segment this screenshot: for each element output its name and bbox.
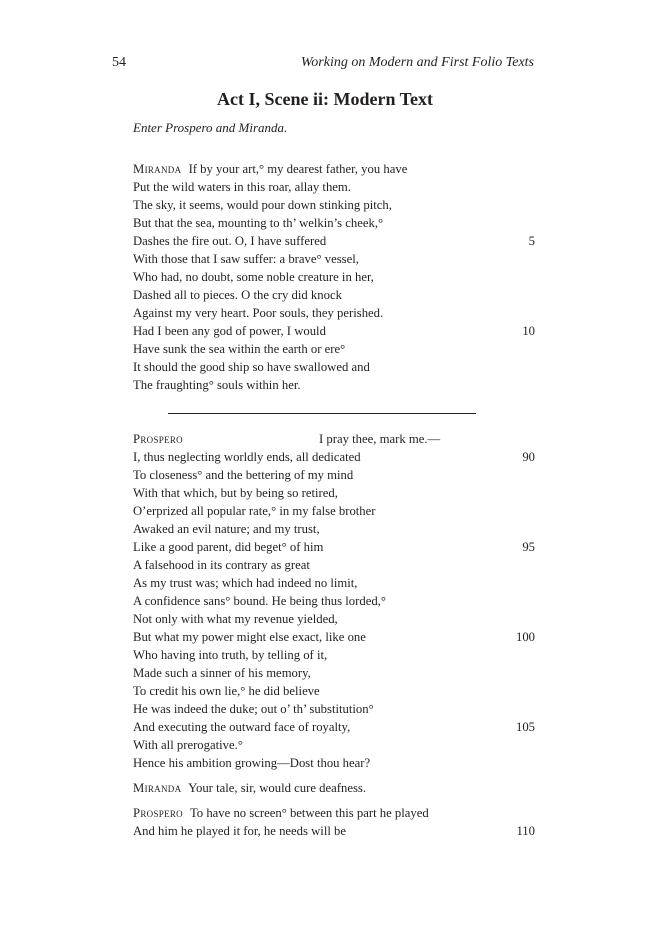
verse-line <box>133 484 535 502</box>
speaker-name: Miranda <box>133 781 182 795</box>
verse-line <box>133 804 535 822</box>
verse-text: The sky, it seems, would pour down stinking pitch, <box>133 198 392 212</box>
verse-line <box>133 448 535 466</box>
speaker-name: Prospero <box>133 806 183 820</box>
line-number: 105 <box>515 720 535 734</box>
verse-line <box>133 322 535 340</box>
verse-line <box>133 754 535 772</box>
verse-lines <box>133 448 535 772</box>
verse-text: Against my very heart. Poor souls, they perished. <box>133 306 384 320</box>
verse-text: It should the good ship so have swallowed and <box>133 360 370 374</box>
verse-text: With those that I saw suffer: a brave° vessel, <box>133 252 359 266</box>
verse-text: Dashes the fire out. O, I have suffered <box>133 234 327 248</box>
verse-line <box>133 340 535 358</box>
line-number: 10 <box>522 324 535 338</box>
speaker-name: Miranda <box>133 162 182 176</box>
running-head <box>112 55 534 75</box>
verse-line <box>133 178 535 196</box>
scene-title: Act I, Scene ii: Modern Text <box>217 89 433 109</box>
verse-line <box>133 232 535 250</box>
verse-text: I, thus neglecting worldly ends, all dedicated <box>133 450 361 464</box>
verse-text: The fraughting° souls within her. <box>133 378 301 392</box>
verse-line <box>133 304 535 322</box>
verse-text: Made such a sinner of his memory, <box>133 666 311 680</box>
speech-gap <box>133 772 535 779</box>
verse-text: But what my power might else exact, like one <box>133 630 366 644</box>
verse-text: If by your art,° my dearest father, you have <box>188 162 408 176</box>
verse-text: To credit his own lie,° he did believe <box>133 684 320 698</box>
verse-line <box>133 700 535 718</box>
section-divider <box>168 413 476 414</box>
line-number: 95 <box>522 540 535 554</box>
verse-text: To have no screen° between this part he played <box>189 806 429 820</box>
running-title: Working on Modern and First Folio Texts <box>300 55 534 70</box>
verse-line <box>133 376 535 394</box>
verse-line <box>133 574 535 592</box>
verse-text: A confidence sans° bound. He being thus lorded,° <box>133 594 386 608</box>
verse-line <box>133 502 535 520</box>
verse-text: Have sunk the sea within the earth or ere° <box>133 342 346 356</box>
verse-text: Awaked an evil nature; and my trust, <box>133 522 320 536</box>
verse-line <box>133 682 535 700</box>
verse-line <box>133 646 535 664</box>
passage-prospero <box>133 430 535 840</box>
verse-text: Not only with what my revenue yielded, <box>133 612 338 626</box>
verse-line <box>133 430 535 448</box>
verse-line <box>133 286 535 304</box>
verse-text: To closeness° and the bettering of my mind <box>133 468 354 482</box>
speech-gap <box>133 797 535 804</box>
verse-text: Like a good parent, did beget° of him <box>133 540 324 554</box>
verse-text: With all prerogative.° <box>133 738 243 752</box>
verse-line <box>133 268 535 286</box>
verse-line <box>133 250 535 268</box>
verse-line <box>133 556 535 574</box>
verse-line <box>133 664 535 682</box>
verse-text: Who having into truth, by telling of it, <box>133 648 328 662</box>
verse-line <box>133 160 535 178</box>
verse-line <box>133 538 535 556</box>
verse-text: With that which, but by being so retired, <box>133 486 338 500</box>
stage-direction: Enter Prospero and Miranda. <box>133 120 288 135</box>
verse-line <box>133 466 535 484</box>
verse-text: And him he played it for, he needs will be <box>133 824 347 838</box>
verse-text: Put the wild waters in this roar, allay them. <box>133 180 351 194</box>
verse-line <box>133 196 535 214</box>
verse-line <box>133 718 535 736</box>
verse-text: As my trust was; which had indeed no limit, <box>133 576 358 590</box>
speaker-name: Prospero <box>133 432 183 446</box>
verse-text: Dashed all to pieces. O the cry did knock <box>133 288 342 302</box>
line-number: 90 <box>522 450 535 464</box>
verse-line <box>133 736 535 754</box>
verse-line <box>133 358 535 376</box>
verse-text: Hence his ambition growing—Dost thou hear? <box>133 756 371 770</box>
page-number: 54 <box>112 55 126 70</box>
verse-line <box>133 214 535 232</box>
line-number: 5 <box>528 234 535 248</box>
line-number: 110 <box>516 824 535 838</box>
verse-line <box>133 520 535 538</box>
verse-text: I pray thee, mark me.— <box>319 432 441 446</box>
verse-line <box>133 628 535 646</box>
verse-line <box>133 592 535 610</box>
verse-line <box>133 610 535 628</box>
verse-text: Who had, no doubt, some noble creature in her, <box>133 270 374 284</box>
line-number: 100 <box>515 630 535 644</box>
verse-text: O’erprized all popular rate,° in my false brother <box>133 504 376 518</box>
verse-text: A falsehood in its contrary as great <box>133 558 310 572</box>
verse-text: But that the sea, mounting to th’ welkin’s cheek,° <box>133 216 384 230</box>
verse-text: And executing the outward face of royalty, <box>133 720 351 734</box>
verse-text: Your tale, sir, would cure deafness. <box>188 781 366 795</box>
passage-miranda <box>133 160 535 394</box>
verse-text: He was indeed the duke; out o’ th’ substitution° <box>133 702 374 716</box>
verse-line <box>133 779 535 797</box>
verse-line <box>133 822 535 840</box>
verse-text: Had I been any god of power, I would <box>133 324 326 338</box>
